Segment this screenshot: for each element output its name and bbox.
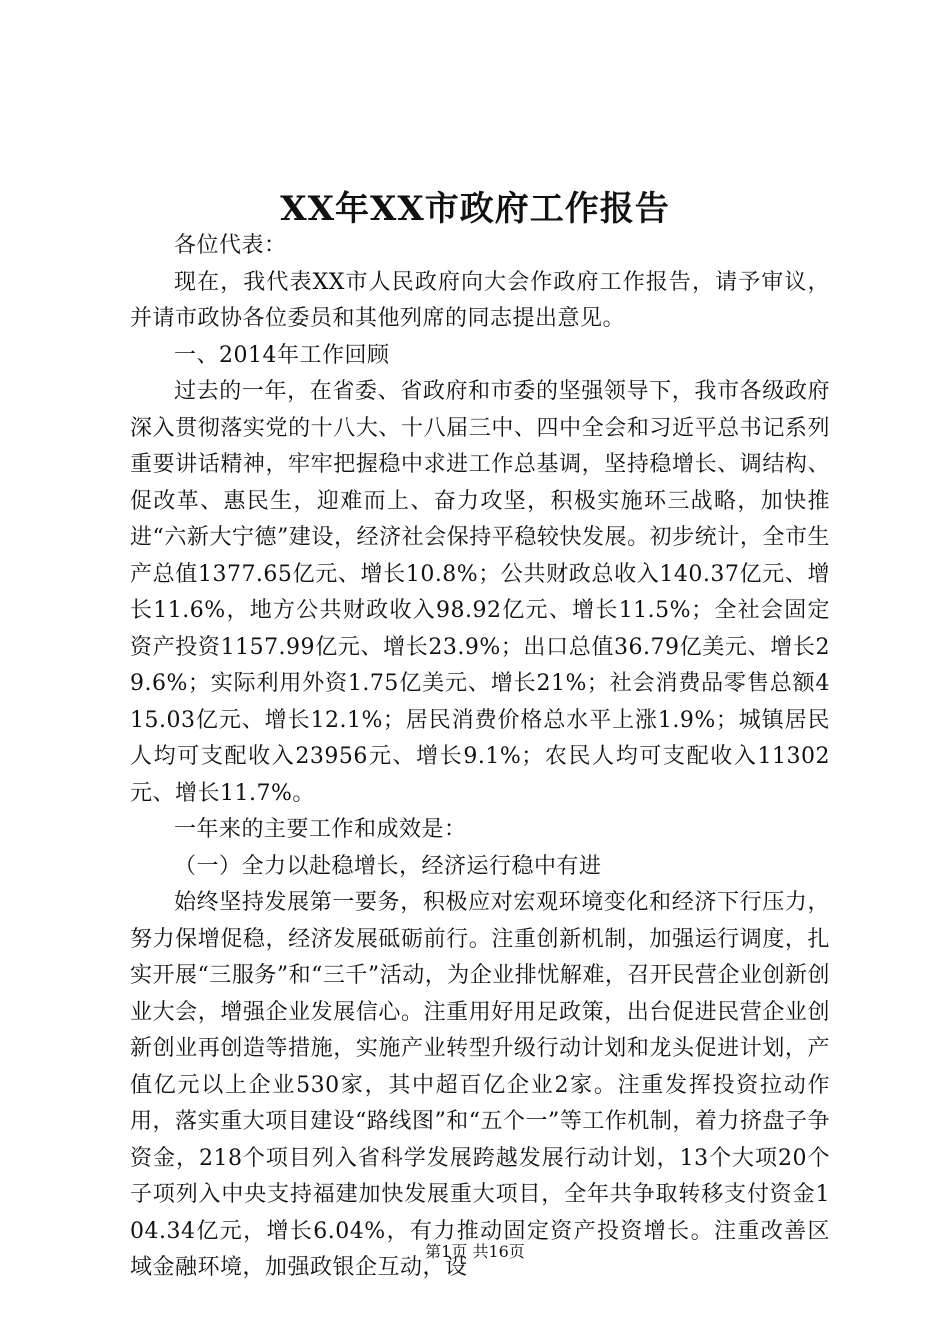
subsection-heading: （一）全力以赴稳增长，经济运行稳中有进 bbox=[174, 853, 602, 879]
document-body bbox=[130, 228, 830, 1287]
review-paragraph: 过去的一年，在省委、省政府和市委的坚强领导下，我市各级政府深入贯彻落实党的十八大、十八届三中、四中全会和习近平总书记系列重要讲话精神，牢牢把握稳中求进工作总基调，坚持稳增长、调结构、促改革、惠民生，迎难而上、奋力攻坚，积极实施环三战略，加快推进“六新大宁德”建设，经济社会保持平稳较快发展。初步统计，全市生产总值1377.65亿元、增长10.8%；公共财政总收入140.37亿元、增长11.6%，地方公共财政收入98.92亿元、增长11.5%；全社会固定资产投资1157.99亿元、增长23.9%；出口总值36.79亿美元、增长29.6%；实际利用外资1.75亿美元、增长21%；社会消费品零售总额415.03亿元、增长12.1%；居民消费价格总水平上涨1.9%；城镇居民人均可支配收入23956元、增长9.1%；农民人均可支配收入11302元、增长11.7%。 bbox=[130, 379, 830, 806]
growth-paragraph: 始终坚持发展第一要务，积极应对宏观环境变化和经济下行压力，努力保增促稳，经济发展砥砺前行。注重创新机制，加强运行调度，扎实开展“三服务”和“三千”活动，为企业排忧解难，召开民营企业创新创业大会，增强企业发展信心。注重用好用足政策，出台促进民营企业创新创业再创造等措施，实施产业转型升级行动计划和龙头促进计划，产值亿元以上企业530家，其中超百亿企业2家。注重发挥投资拉动作用，落实重大项目建设“路线图”和“五个一”等工作机制，着力挤盘子争资金，218个项目列入省科学发展跨越发展行动计划，13个大项20个子项列入中央支持福建加快发展重大项目，全年共争取转移支付资金104.34亿元，增长6.04%，有力推动固定资产投资增长。注重改善区域金融环境，加强政银企互动，设 bbox=[130, 890, 830, 1280]
section-heading: 一、2014年工作回顾 bbox=[174, 342, 390, 368]
intro-paragraph: 现在，我代表XX市人民政府向大会作政府工作报告，请予审议，并请市政协各位委员和其他列席的同志提出意见。 bbox=[130, 269, 830, 331]
document-title: XX年XX市政府工作报告 bbox=[280, 189, 670, 229]
achievements-intro-paragraph: 一年来的主要工作和成效是： bbox=[174, 817, 467, 842]
salutation-paragraph: 各位代表： bbox=[174, 233, 287, 258]
page-footer: 第1页 共16页 bbox=[425, 1242, 525, 1261]
